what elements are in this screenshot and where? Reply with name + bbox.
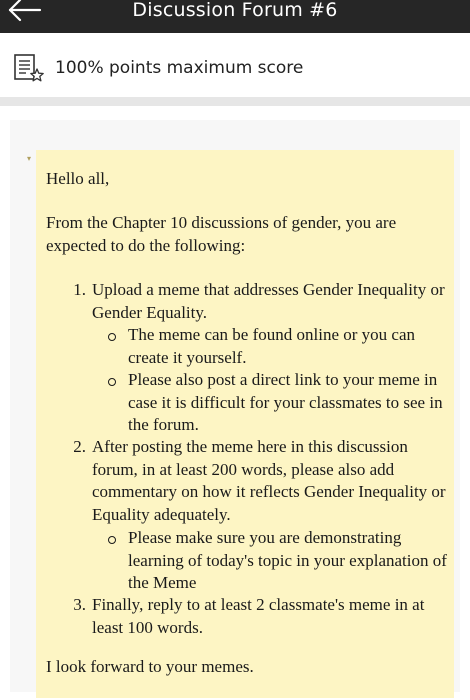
- list-item-text: After posting the meme here in this discussion forum, in at least 200 words, please also add commentary on how it reflects Gender Inequality or Equality adequately.: [92, 437, 446, 524]
- score-bar: [0, 33, 470, 103]
- list-item: [62, 436, 447, 528]
- sub-list-item-text: Please also post a direct link to your meme in case it is difficult for your classmates to see in the forum.: [128, 370, 443, 434]
- top-bar: [0, 0, 470, 33]
- post-frame: [10, 120, 460, 692]
- list-item: [62, 279, 447, 325]
- score-text: 100% points maximum score: [55, 58, 304, 78]
- list-item: [62, 594, 447, 640]
- list-number: 3.: [73, 595, 86, 614]
- section-divider: [0, 97, 470, 106]
- rubric-star-icon: [13, 53, 45, 85]
- post-greeting: Hello all,: [46, 169, 110, 188]
- bullet-circle-icon: [108, 333, 116, 341]
- sub-list-item: [108, 369, 448, 437]
- edit-marker: ▾: [27, 154, 32, 163]
- bullet-circle-icon: [108, 378, 116, 386]
- list-item-text: Upload a meme that addresses Gender Inequality or Gender Equality.: [92, 280, 445, 322]
- bullet-circle-icon: [108, 536, 116, 544]
- sub-list-item: [108, 527, 448, 595]
- list-number: 1.: [73, 280, 86, 299]
- list-item-text: Finally, reply to at least 2 classmate's meme in at least 100 words.: [92, 595, 425, 637]
- sub-list-item: [108, 324, 448, 370]
- post-intro: From the Chapter 10 discussions of gender, you are expected to do the following:: [46, 213, 397, 255]
- sub-list-item-text: Please make sure you are demonstrating learning of today's topic in your explanation of the Meme: [128, 528, 447, 592]
- post-closing: I look forward to your memes.: [46, 657, 254, 676]
- post-content-area: [0, 106, 470, 700]
- list-number: 2.: [73, 437, 86, 456]
- page-title: Discussion Forum #6: [132, 0, 338, 21]
- sub-list-item-text: The meme can be found online or you can create it yourself.: [128, 325, 416, 367]
- post-body: [36, 150, 454, 698]
